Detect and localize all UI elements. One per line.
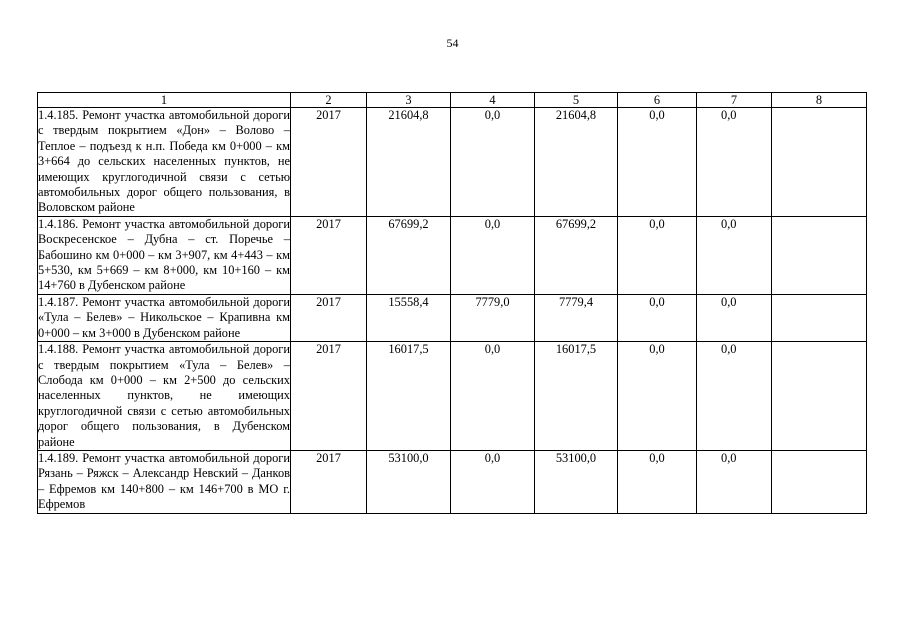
row-year: 2017 <box>291 108 367 217</box>
row-col5: 53100,0 <box>535 450 618 513</box>
row-col6: 0,0 <box>618 216 697 294</box>
program-table <box>37 92 867 514</box>
row-description: 1.4.187. Ремонт участка автомобильной дороги «Тула – Белев» – Никольское – Крапивна км 0+000 – км 3+000 в Дубенском районе <box>38 294 290 340</box>
row-col3: 21604,8 <box>367 108 451 217</box>
page-number: 54 <box>446 36 459 50</box>
table-row <box>38 450 867 513</box>
row-col7: 0,0 <box>697 294 772 341</box>
col-header-2: 2 <box>291 93 367 108</box>
row-year: 2017 <box>291 294 367 341</box>
row-col3: 67699,2 <box>367 216 451 294</box>
row-col3: 15558,4 <box>367 294 451 341</box>
row-col5: 67699,2 <box>535 216 618 294</box>
col-header-8: 8 <box>772 93 867 108</box>
row-year: 2017 <box>291 342 367 451</box>
col-header-5: 5 <box>535 93 618 108</box>
table-row <box>38 216 867 294</box>
row-description: 1.4.189. Ремонт участка автомобильной дороги Рязань – Ряжск – Александр Невский – Данков – Ефремов км 140+800 – км 146+700 в МО г. Ефремов <box>38 450 290 512</box>
row-col6: 0,0 <box>618 294 697 341</box>
row-col5: 7779,4 <box>535 294 618 341</box>
row-col4: 0,0 <box>451 450 535 513</box>
row-year: 2017 <box>291 450 367 513</box>
row-description: 1.4.185. Ремонт участка автомобильной дороги с твердым покрытием «Дон» – Волово – Теплое – подъезд к н.п. Победа км 0+000 – км 3+664 до сельских населенных пунктов, не имеющих круглогодичной связи с сетью автомобильных дорог общего пользования, в Воловском районе <box>38 108 290 215</box>
col-header-6: 6 <box>618 93 697 108</box>
row-year: 2017 <box>291 216 367 294</box>
row-col8 <box>772 108 867 217</box>
table-row <box>38 342 867 451</box>
row-col7: 0,0 <box>697 450 772 513</box>
row-col4: 0,0 <box>451 108 535 217</box>
col-header-7: 7 <box>697 93 772 108</box>
table-row <box>38 294 867 341</box>
row-col5: 21604,8 <box>535 108 618 217</box>
row-description: 1.4.186. Ремонт участка автомобильной дороги Воскресенское – Дубна – ст. Поречье – Бабошино км 0+000 – км 3+907, км 4+443 – км 5+530, км 5+669 – км 8+000, км 10+160 – км 14+760 в Дубенском районе <box>38 216 290 293</box>
row-col5: 16017,5 <box>535 342 618 451</box>
row-col8 <box>772 450 867 513</box>
row-col4: 7779,0 <box>451 294 535 341</box>
col-header-4: 4 <box>451 93 535 108</box>
row-col6: 0,0 <box>618 450 697 513</box>
row-col4: 0,0 <box>451 216 535 294</box>
row-description: 1.4.188. Ремонт участка автомобильной дороги с твердым покрытием «Тула – Белев» – Слобода км 0+000 – км 2+500 до сельских населенных пунктов, не имеющих круглогодичной связи с сетью автомобильных дорог общего пользования, в Дубенском районе <box>38 342 290 449</box>
row-col7: 0,0 <box>697 216 772 294</box>
row-col3: 16017,5 <box>367 342 451 451</box>
row-col8 <box>772 342 867 451</box>
row-col7: 0,0 <box>697 108 772 217</box>
col-header-1: 1 <box>38 93 291 108</box>
row-col3: 53100,0 <box>367 450 451 513</box>
row-col7: 0,0 <box>697 342 772 451</box>
table-row <box>38 108 867 217</box>
col-header-3: 3 <box>367 93 451 108</box>
row-col6: 0,0 <box>618 108 697 217</box>
row-col8 <box>772 216 867 294</box>
header-row <box>38 93 867 108</box>
row-col4: 0,0 <box>451 342 535 451</box>
row-col8 <box>772 294 867 341</box>
row-col6: 0,0 <box>618 342 697 451</box>
